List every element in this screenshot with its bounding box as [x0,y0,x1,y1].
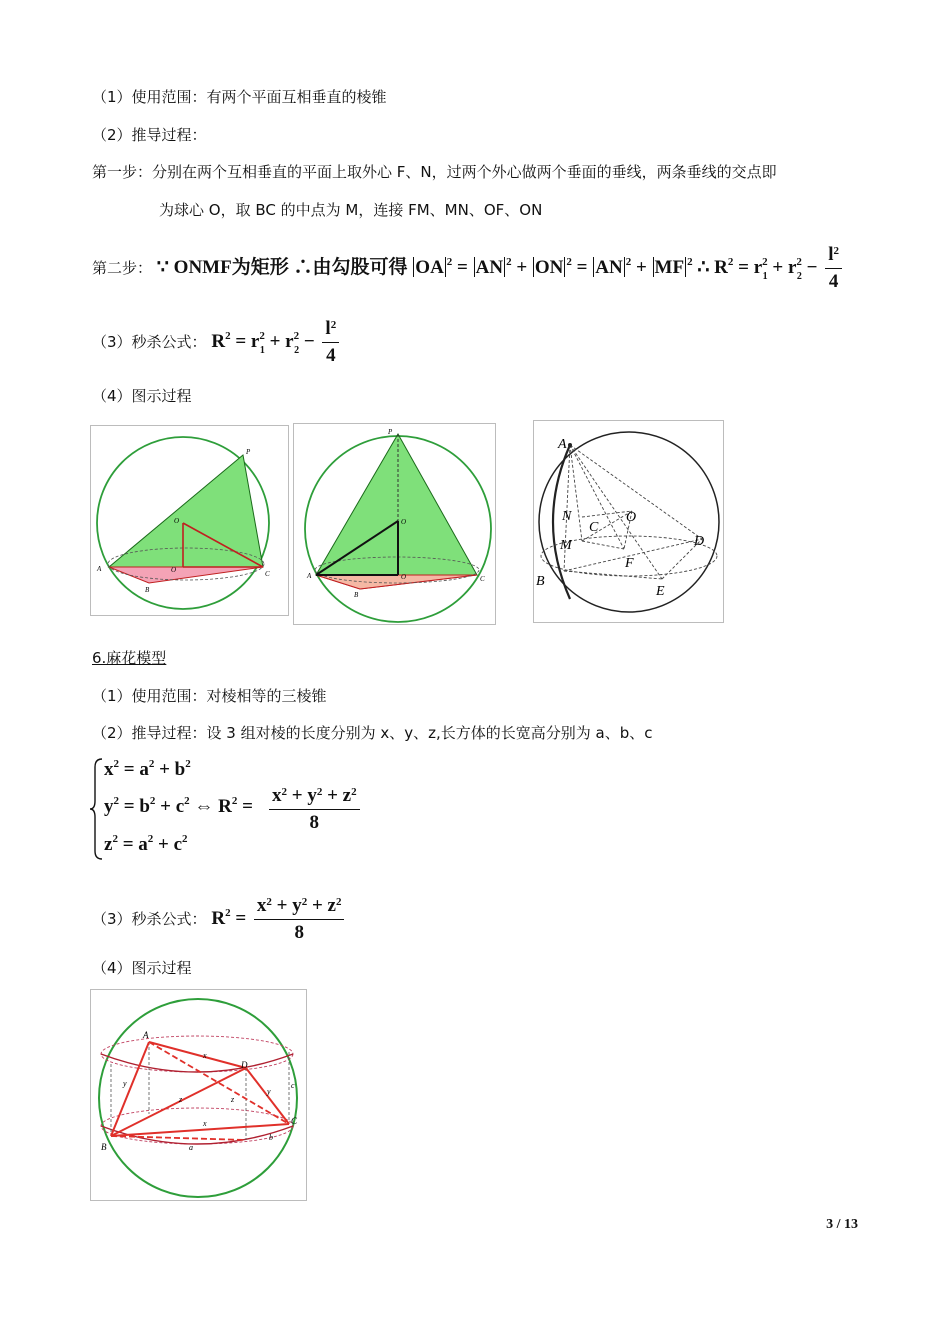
radius-fraction: $\frac{x^2 + y^2 + z^2}{8}$ [266,785,363,834]
equation-z: $z^2 = a^2 + c^2$ [104,833,188,855]
svg-text:c: c [291,1081,295,1090]
derivation-heading: （2）推导过程： [92,126,207,144]
pythagoras-equation: OA $^2$ = AN $^2$ + ON $^2$ = AN $^2$ + MF $^2$ ∴ $R^2 = r^2_1 + r^2_2$ − $\frac{l^2}{4}$ [412,257,845,278]
svg-text:B: B [536,574,545,589]
svg-text:z: z [179,1095,183,1104]
equation-y: $y^2 = b^2 + c^2$ ⇔ $R^2$ = [104,795,253,817]
svg-text:O: O [174,517,180,525]
svg-text:x: x [203,1051,207,1060]
svg-text:a: a [189,1143,193,1152]
svg-text:D: D [241,1060,248,1070]
svg-text:b: b [269,1133,273,1142]
equation-x: $x^2 = a^2 + b^2$ [104,758,191,780]
svg-text:C: C [589,520,599,535]
formula-5: $R^2 = r^2_1 + r^2_2$ − $\frac{l^2}{4}$ [211,331,342,352]
step2-line [92,244,845,293]
svg-text:z: z [231,1095,235,1104]
svg-text:C: C [480,575,485,583]
quick-formula-label: （3）秒杀公式： [92,332,207,351]
figure-1 [90,425,289,616]
step2-prefix: 第二步： [92,258,153,277]
svg-text:P: P [388,428,393,436]
quick-formula-6 [92,895,347,944]
rectangle-statement: ONMF为矩形 [173,256,289,278]
svg-text:A: A [97,565,102,573]
svg-text:N: N [562,509,572,524]
svg-text:A: A [307,572,312,580]
svg-text:O: O [401,573,407,581]
svg-text:M: M [560,538,572,553]
svg-text:B: B [354,591,359,599]
svg-text:D: D [694,534,705,549]
svg-text:x: x [203,1119,207,1128]
step1-text-cont: 为球心 O，取 BC 的中点为 M，连接 FM、MN、OF、ON [159,201,543,219]
formula-6: $R^2$ = $\frac{x^2 + y^2 + z^2}{8}$ [211,908,347,929]
quick-formula-label-6: （3）秒杀公式： [92,909,207,928]
derivation-heading-6: （2）推导过程：设 3 组对棱的长度分别为 x、y、z,长方体的长宽高分别为 a、b、c [92,724,653,742]
svg-text:B: B [145,586,150,594]
svg-text:A: A [143,1030,149,1040]
svg-text:C: C [265,570,270,578]
figure-3 [533,420,724,623]
equation-system [90,757,370,865]
section-6-title: 6.麻花模型 [92,649,167,667]
svg-text:F: F [625,556,634,571]
quick-formula-5 [92,318,342,367]
figure-2 [293,423,496,625]
svg-text:E: E [656,584,665,599]
svg-text:y: y [123,1079,127,1088]
therefore-text: ∴由勾股可得 [293,256,408,278]
page-number: 3 / 13 [826,1217,858,1232]
figure-4 [90,989,307,1201]
usage-range: （1）使用范围：有两个平面互相垂直的棱锥 [92,88,387,106]
illustration-heading-6: （4）图示过程 [92,959,192,977]
svg-text:P: P [246,448,251,456]
svg-text:C: C [291,1116,298,1126]
svg-text:B: B [101,1142,107,1152]
svg-text:y: y [267,1087,271,1096]
svg-text:O: O [401,518,407,526]
svg-text:A: A [558,437,567,452]
usage-range-6: （1）使用范围：对棱相等的三棱锥 [92,687,327,705]
svg-text:O: O [171,566,177,574]
step1-text: 第一步：分别在两个互相垂直的平面上取外心 F、N，过两个外心做两个垂面的垂线，两条垂线的交点即 [92,163,777,181]
svg-text:O: O [626,510,637,525]
illustration-heading-5: （4）图示过程 [92,387,192,405]
since-symbol: ∵ [156,256,169,278]
